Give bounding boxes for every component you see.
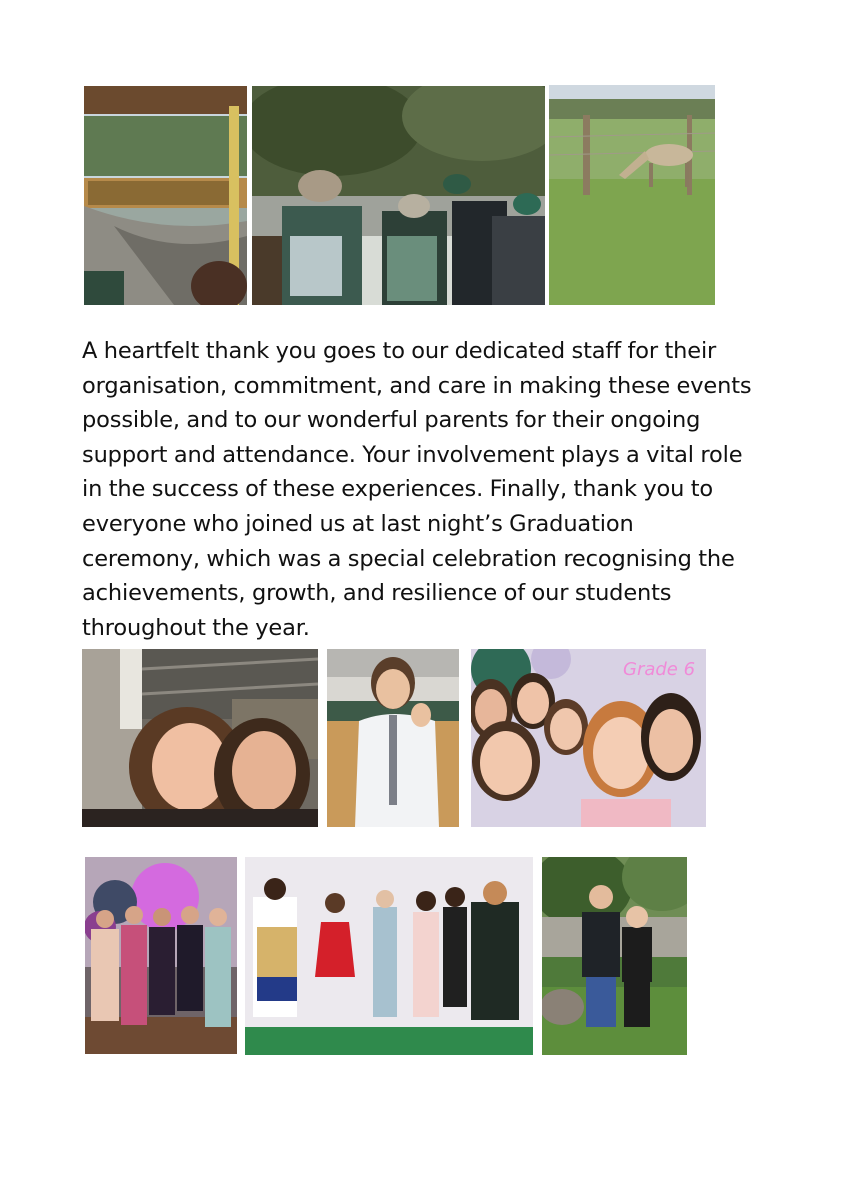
photo-group-selfie-grade6 [471,649,706,827]
thank-you-paragraph [82,334,782,645]
photo-students-fairy-lights [245,857,533,1055]
paragraph-line: everyone who joined us at last night’s Graduation [82,510,634,537]
photo-horse-grazing [549,85,715,305]
paragraph-line: organisation, commitment, and care in making these events [82,372,752,399]
paragraph-line: A heartfelt thank you goes to our dedicated staff for their [82,338,717,364]
paragraph-line: achievements, growth, and resilience of our students [82,580,672,607]
photo-boy-in-tie [327,649,459,827]
grade-6-sign: Grade 6 [623,659,696,680]
photo-girls-at-photo-wall [85,857,237,1054]
photo-students-at-zoo [252,86,545,305]
paragraph-line: throughout the year. [82,614,310,641]
paragraph-line: support and attendance. Your involvement plays a vital role [82,441,743,468]
photo-safari-train [84,86,247,305]
photo-teacher-student-selfie [82,649,318,827]
paragraph-line: ceremony, which was a special celebration recognising the [82,545,735,572]
paragraph-line: in the success of these experiences. Finally, thank you to [82,476,714,503]
paragraph-line: possible, and to our wonderful parents for their ongoing [82,407,701,434]
photo-two-boys-garden [542,857,687,1055]
